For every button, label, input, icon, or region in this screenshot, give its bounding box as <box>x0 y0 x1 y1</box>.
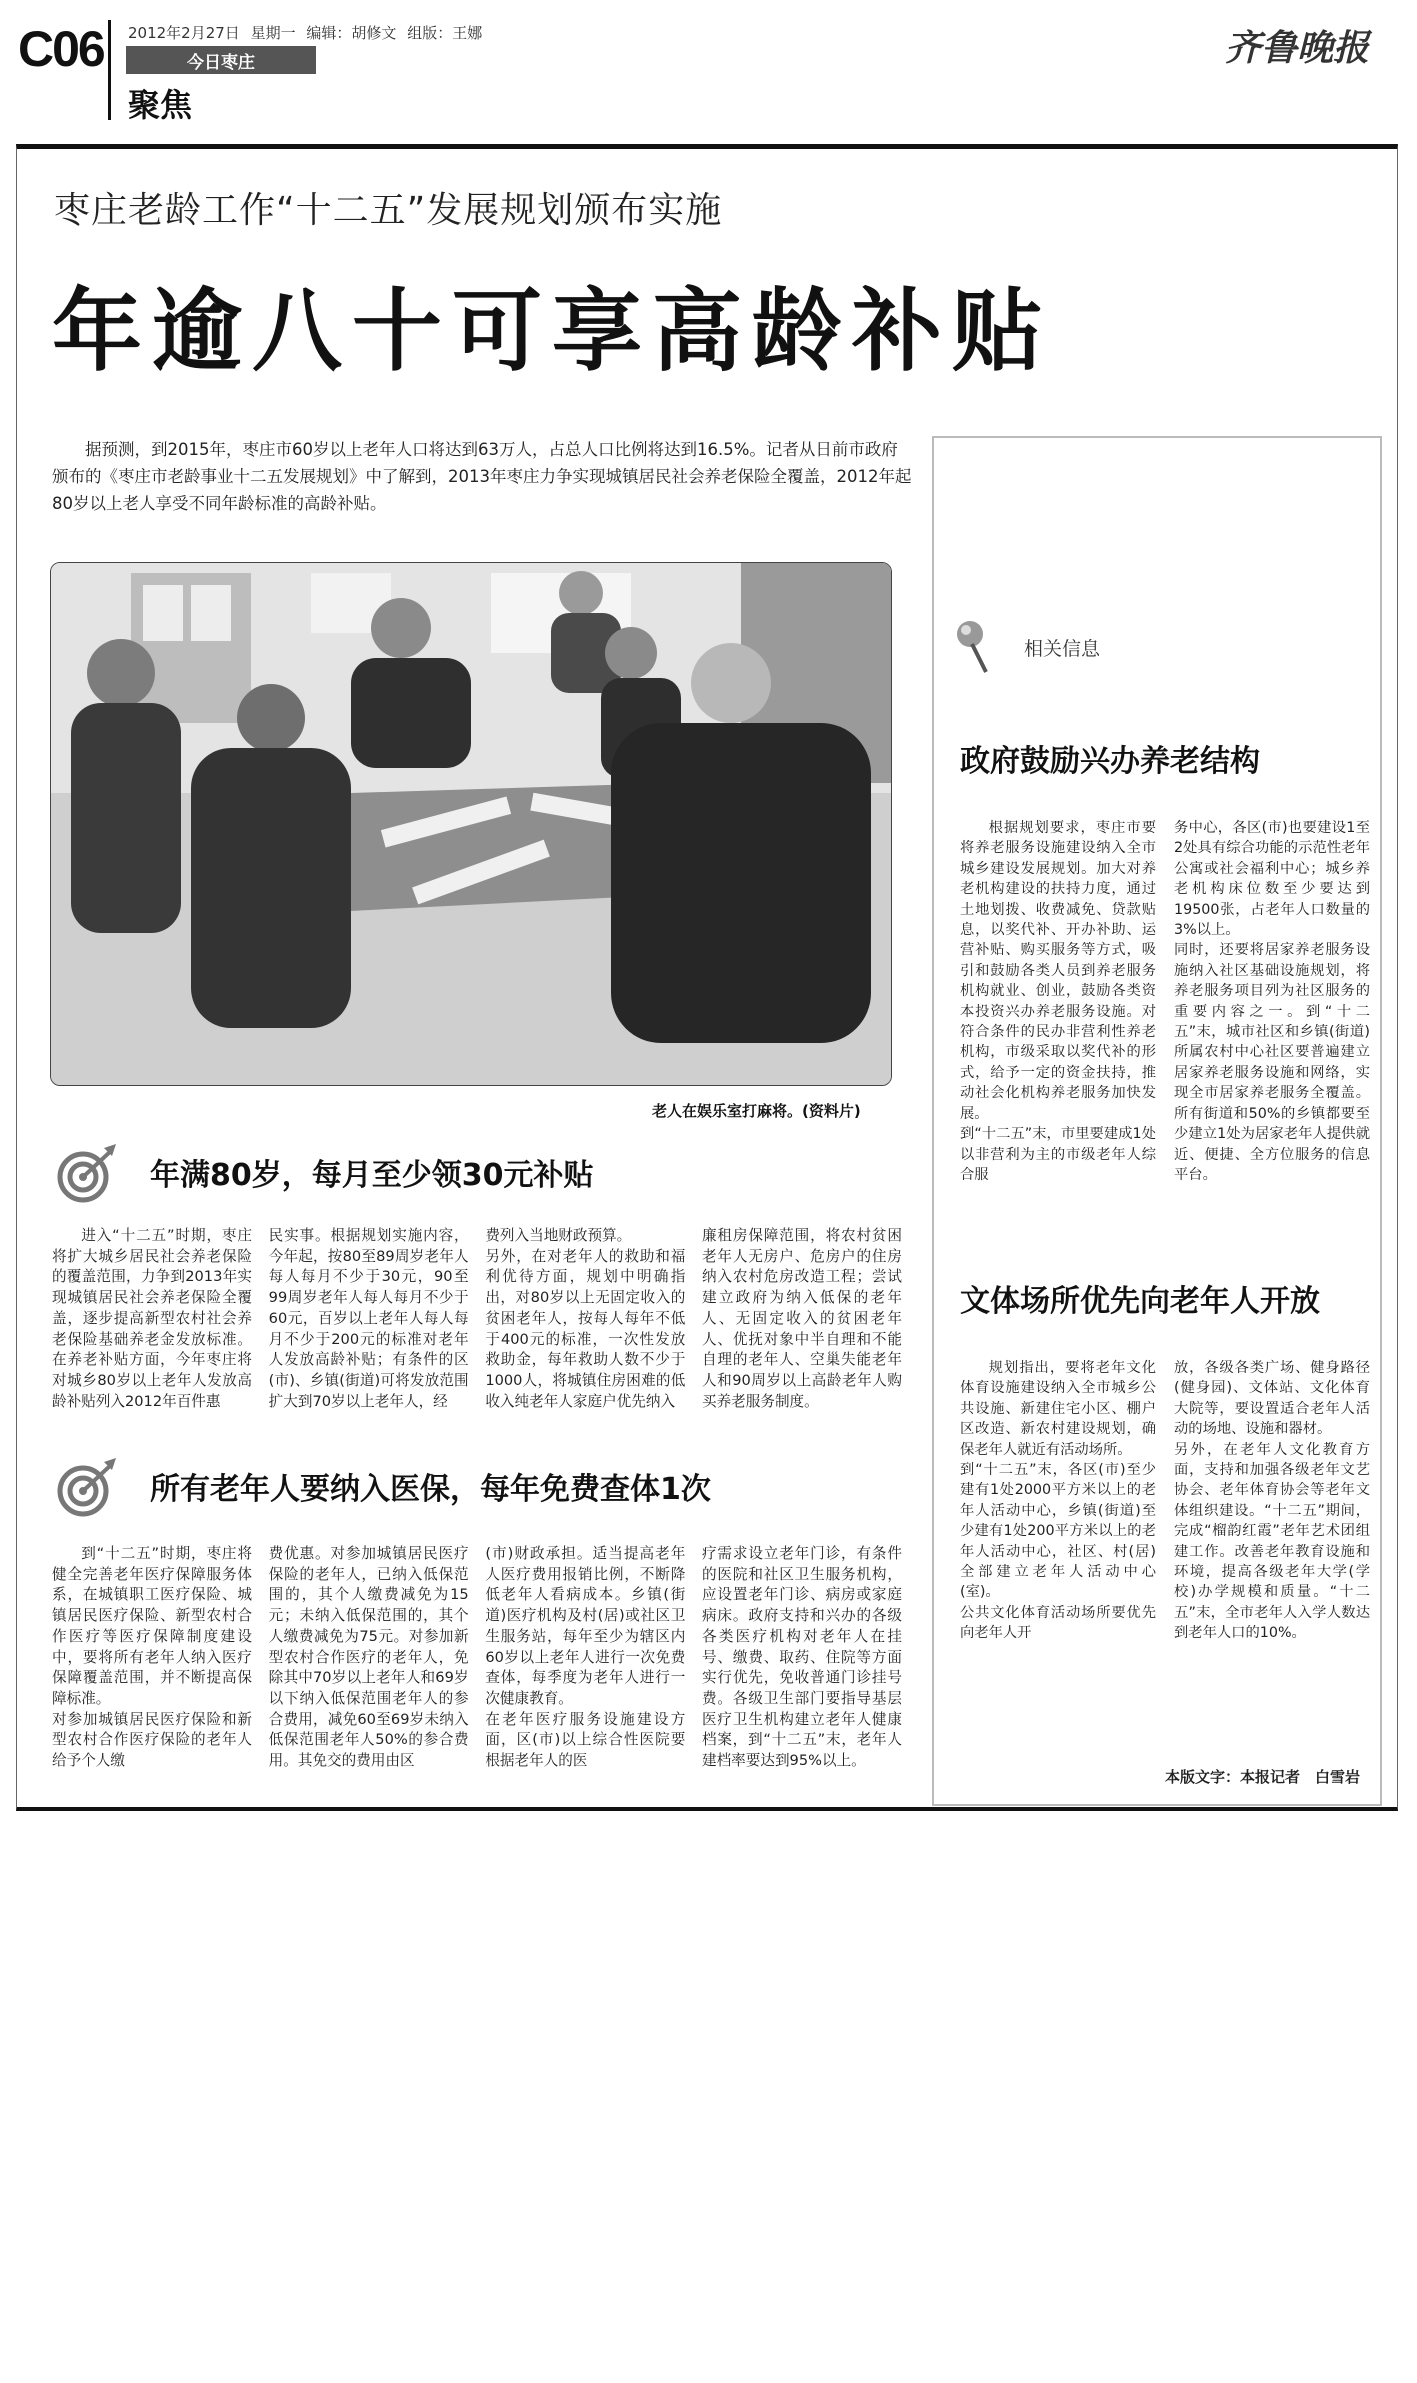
photo-caption: 老人在娱乐室打麻将。(资料片) <box>652 1102 861 1120</box>
layout-credit: 组版：王娜 <box>407 24 483 42</box>
issue-date: 2012年2月27日 <box>128 24 240 42</box>
sidebar-block2-col2-text: 放，各级各类广场、健身路径(健身园)、文体站、文化体育大院等，要设置适合老年人活动的场地、设施和器材。 另外，在老年人文化教育方面，支持和加强各级老年文艺协会、老年体育协会等老年文体组织建设。“十二五”期间，完成“榴韵红霞”老年艺术团组建工作。改善老年教育设施和环境，提高各级老年大学(学校)办学规模和质量。“十二五”末，全市老年人入学人数达到老年人口的10%。 <box>1174 1360 1370 1642</box>
article-subhead: 枣庄老龄工作“十二五”发展规划颁布实施 <box>54 190 723 231</box>
sidebar-block2-body <box>960 1358 1370 1644</box>
section1-col4 <box>702 1226 902 1412</box>
sidebar-block2-col2 <box>1174 1358 1370 1644</box>
section2-col1 <box>52 1544 252 1772</box>
section1-col2-text: 民实事。根据规划实施内容，今年起，按80至89周岁老年人每人每月不少于30元，90至99周岁老年人每人每月不少于60元，百岁以上老年人每人每月不少于200元的标准对老年人发放高龄补贴；有条件的区(市)、乡镇(街道)可将发放范围扩大到70岁以上老年人，经 <box>268 1227 469 1410</box>
sidebar-block1-col1-text: 根据规划要求，枣庄市要将养老服务设施建设纳入全市城乡建设发展规划。加大对养老机构建设的扶持力度，通过土地划拨、收费减免、贷款贴息，以奖代补、开办补助、运营补贴、购买服务等方式，吸引和鼓励各类人员到养老服务机构就业、创业，鼓励各类资本投资兴办养老服务设施。对符合条件的民办非营利性养老机构，市级采取以奖代补的形式，给予一定的资金扶持，推动社会化机构养老服务加快发展。 到“十二五”末，市里要建成1处以非营利为主的市级老年人综合服 <box>960 820 1156 1183</box>
header-divider <box>108 20 111 120</box>
news-photo <box>50 562 892 1086</box>
section2-col3-text: (市)财政承担。适当提高老年人医疗费用报销比例，不断降低老年人看病成本。乡镇(街道)医疗机构及村(居)或社区卫生服务站，每年至少为辖区内60岁以上老年人进行一次免费查体，每季度为老年人进行一次健康教育。 在老年医疗服务设施建设方面，区(市)以上综合性医院要根据老年人的医 <box>485 1545 686 1770</box>
section-name: 聚焦 <box>128 86 193 124</box>
section1-col1 <box>52 1226 252 1412</box>
header-meta <box>128 22 482 43</box>
section1-col3 <box>485 1226 685 1412</box>
sidebar-block1-body <box>960 818 1370 1185</box>
section1-col3-text: 费列入当地财政预算。 另外，在对老年人的救助和福利优待方面，规划中明确指出，对80岁以上无固定收入的贫困老年人，按每人每年不低于400元的标准，一次性发放救助金，每年救助人数不少于1000人，将城镇住房困难的低收入纯老年人家庭户优先纳入 <box>485 1227 686 1410</box>
section2-col2-text: 费优惠。对参加城镇居民医疗保险的老年人，已纳入低保范围的，其个人缴费减免为15元；未纳入低保范围的，其个人缴费减免为75元。对参加新型农村合作医疗的老年人，免除其中70岁以上老年人和69岁以下纳入低保范围老年人的参合费用，减免60至69岁未纳入低保范围老年人50%的参合费用。其免交的费用由区 <box>268 1545 469 1770</box>
section1-col1-text: 进入“十二五”时期，枣庄将扩大城乡居民社会养老保险的覆盖范围，力争到2013年实现城镇居民社会养老保险全覆盖，逐步提高新型农村社会养老保险基础养老金发放标准。在养老补贴方面，今年枣庄将对城乡80岁以上老年人发放高龄补贴列入2012年百件惠 <box>52 1227 252 1410</box>
mahjong-photo-illustration <box>51 563 891 1085</box>
sidebar-block1-col1 <box>960 818 1156 1185</box>
section2-body <box>52 1544 902 1772</box>
editor-credit: 编辑：胡修文 <box>306 24 397 42</box>
sidebar-block1-col2-text: 务中心，各区(市)也要建设1至2处具有综合功能的示范性老年公寓或社会福利中心；城乡养老机构床位数至少要达到19500张，占老年人口数量的3%以上。 同时，还要将居家养老服务设施纳入社区基础设施规划，将养老服务项目列为社区服务的重要内容之一。到“十二五”末，城市社区和乡镇(街道)所属农村中心社区要普遍建立居家养老服务设施和网络，实现全市居家养老服务全覆盖。所有街道和50%的乡镇都要至少建立1处为居家老年人提供就近、便捷、全方位服务的信息平台。 <box>1174 820 1370 1183</box>
section2-col2 <box>269 1544 469 1772</box>
sidebar-block2-col1-text: 规划指出，要将老年文化体育设施建设纳入全市城乡公共设施、新建住宅小区、棚户区改造、新农村建设规划，确保老年人就近有活动场所。 到“十二五”末，各区(市)至少建有1处2000平方米以上的老年人活动中心，乡镇(街道)至少建有1处200平方米以上的老年人活动中心，社区、村(居)全部建立老年人活动中心(室)。 公共文化体育活动场所要优先向老年人开 <box>960 1360 1156 1642</box>
sidebar-block2-col1 <box>960 1358 1156 1644</box>
sidebar-block1-title: 政府鼓励兴办养老结构 <box>960 744 1260 779</box>
pushpin-icon <box>954 618 994 678</box>
section1-title: 年满80岁，每月至少领30元补贴 <box>150 1158 594 1193</box>
section2-col3 <box>485 1544 685 1772</box>
section2-col1-text: 到“十二五”时期，枣庄将健全完善老年医疗保障服务体系，在城镇职工医疗保险、城镇居民医疗保险、新型农村合作医疗等医疗保障制度建设中，要将所有老年人纳入医疗保障覆盖范围，并不断提高保障标准。 对参加城镇居民医疗保险和新型农村合作医疗保险的老年人给予个人缴 <box>52 1545 252 1770</box>
section-tab: 今日枣庄 <box>126 46 316 74</box>
sidebar-block1-col2 <box>1174 818 1370 1185</box>
section2-col4 <box>702 1544 902 1772</box>
target-icon <box>56 1456 118 1518</box>
target-icon <box>56 1142 118 1204</box>
related-info-sidebar <box>932 436 1382 1806</box>
byline: 本版文字：本报记者 白雪岩 <box>1164 1768 1360 1786</box>
article-headline: 年逾八十可享高龄补贴 <box>52 279 1052 384</box>
section1-body <box>52 1226 902 1412</box>
newspaper-logo: 齐鲁晚报 <box>1224 27 1369 69</box>
section2-col4-text: 疗需求设立老年门诊，有条件的医院和社区卫生服务机构，应设置老年门诊、病房或家庭病床。政府支持和兴办的各级各类医疗机构对老年人在挂号、缴费、取药、住院等方面实行优先，免收普通门诊挂号费。各级卫生部门要指导基层医疗卫生机构建立老年人健康档案，到“十二五”末，老年人建档率要达到95%以上。 <box>701 1545 902 1770</box>
sidebar-label: 相关信息 <box>1024 638 1101 660</box>
article-lead: 据预测，到2015年，枣庄市60岁以上老年人口将达到63万人，占总人口比例将达到16.5%。记者从日前市政府颁布的《枣庄市老龄事业十二五发展规划》中了解到，2013年枣庄力争实现城镇居民社会养老保险全覆盖，2012年起80岁以上老人享受不同年龄标准的高龄补贴。 <box>52 440 912 513</box>
sidebar-block2-title: 文体场所优先向老年人开放 <box>960 1284 1320 1319</box>
page-number: C06 <box>18 21 104 77</box>
issue-weekday: 星期一 <box>250 24 296 42</box>
section1-col4-text: 廉租房保障范围，将农村贫困老年人无房户、危房户的住房纳入农村危房改造工程；尝试建立政府为纳入低保的老年人、无固定收入的贫困老年人、优抚对象中半自理和不能自理的老年人、空巢失能老年人和90周岁以上高龄老年人购买养老服务制度。 <box>701 1227 902 1410</box>
section1-col2 <box>269 1226 469 1412</box>
section2-title: 所有老年人要纳入医保，每年免费查体1次 <box>150 1472 711 1507</box>
